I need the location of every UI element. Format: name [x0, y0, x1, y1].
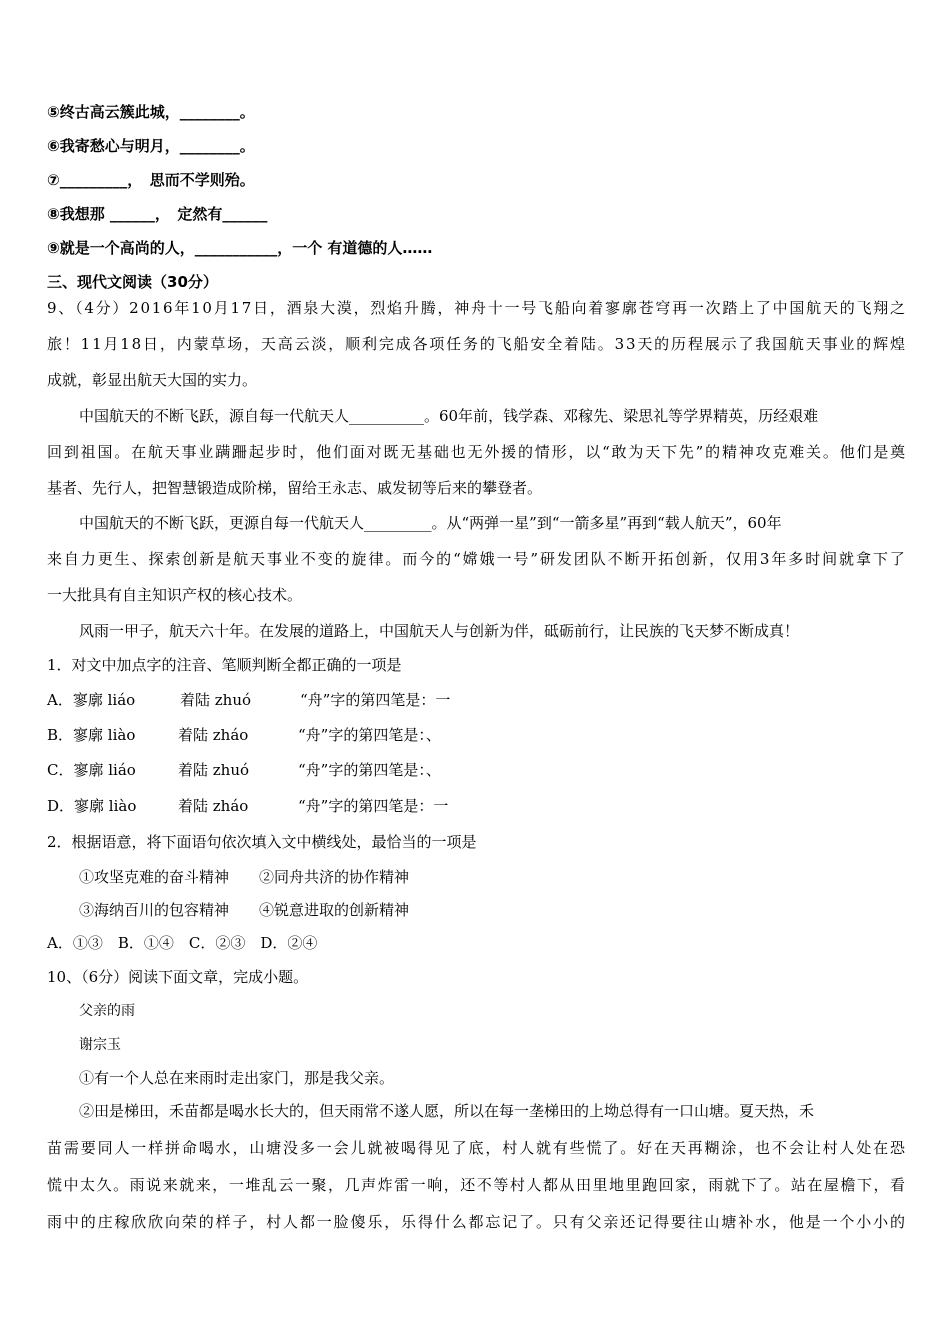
q10-paragraph-line: 雨中的庄稼欣欣向荣的样子，村人都一脸傻乐，乐得什么都忘记了。只有父亲还记得要往山塘补水，他是一个小小的	[47, 1213, 907, 1231]
q9-line: 来自力更生、探索创新是航天事业不变的旋律。而今的“嫦娥一号”研发团队不断开拓创新，仅用3年多时间就拿下了	[47, 550, 907, 568]
option-pinyin: C．寥廓 liáo	[47, 761, 136, 779]
option-stroke: “舟”字的第四笔是：、	[298, 761, 441, 779]
option-stroke: “舟”字的第四笔是：、	[298, 726, 441, 744]
q9-sub2-options: A．①③ B．①④ C．②③ D．②④	[47, 934, 318, 952]
option-pinyin: 着陆 zhuó	[180, 691, 252, 709]
option-pinyin: 着陆 zháo	[178, 797, 249, 815]
option-pinyin: B．寥廓 liào	[47, 726, 136, 744]
q9-line: 基者、先行人，把智慧锻造成阶梯，留给王永志、戚发韧等后来的攀登者。	[47, 479, 543, 497]
q9-sub2-items: ③海纳百川的包容精神 ④锐意进取的创新精神	[79, 901, 410, 919]
q9-sub1-option-d	[47, 795, 448, 817]
q9-sub1-option-c	[47, 759, 441, 781]
option-pinyin: 着陆 zhuó	[178, 761, 250, 779]
option-pinyin: 着陆 zháo	[178, 726, 249, 744]
poem-blank-8: ⑧我想那 ______， 定然有______	[47, 205, 268, 223]
q10-header: 10、（6分）阅读下面文章，完成小题。	[47, 968, 309, 986]
q10-paragraph-line: 苗需要同人一样拼命喝水，山塘没多一会儿就被喝得见了底，村人就有些慌了。好在天再糊涂，也不会让村人处在恐	[47, 1139, 907, 1157]
q9-line: 成就，彰显出航天大国的实力。	[47, 371, 258, 389]
q9-sub1-option-b	[47, 724, 441, 746]
option-pinyin: D．寥廓 liào	[47, 797, 137, 815]
q9-sub1-question: 1．对文中加点字的注音、笔顺判断全都正确的一项是	[47, 656, 402, 674]
option-stroke: “舟”字的第四笔是：一	[300, 691, 451, 709]
q10-paragraph-line: 慌中太久。雨说来就来，一堆乱云一聚，几声炸雷一响，还不等村人都从田里地里跑回家，雨就下了。站在屋檐下，看	[47, 1176, 907, 1194]
q9-sub2-items: ①攻坚克难的奋斗精神 ②同舟共济的协作精神	[79, 868, 410, 886]
q9-line: 一大批具有自主知识产权的核心技术。	[47, 586, 303, 604]
section3-title: 三、现代文阅读（30分）	[47, 273, 218, 291]
q9-line: 9、（4分）2016年10月17日，酒泉大漠，烈焰升腾，神舟十一号飞船向着寥廓苍穹再一次踏上了中国航天的飞翔之	[47, 299, 907, 317]
q9-line: 旅！11月18日，内蒙草场，天高云淡，顺利完成各项任务的飞船安全着陆。33天的历程展示了我国航天事业的辉煌	[47, 335, 907, 353]
q9-sub1-option-a	[47, 689, 450, 711]
q9-line: 风雨一甲子，航天六十年。在发展的道路上，中国航天人与创新为伴，砥砺前行，让民族的飞天梦不断成真！	[79, 622, 800, 640]
q9-line: 中国航天的不断飞跃，更源自每一代航天人_________。从“两弹一星”到“一箭多星”再到“载人航天”，60年	[79, 514, 782, 532]
poem-blank-9: ⑨就是一个高尚的人，___________，一个 有道德的人……	[47, 239, 433, 257]
q9-line: 中国航天的不断飞跃，源自每一代航天人__________。60年前，钱学森、邓稼先、梁思礼等学界精英，历经艰难	[79, 407, 819, 425]
q10-paragraph-line: ②田是梯田，禾苗都是喝水长大的，但天雨常不遂人愿，所以在每一垄梯田的上坳总得有一口山塘。夏天热，禾	[79, 1102, 815, 1120]
option-stroke: “舟”字的第四笔是：一	[298, 797, 449, 815]
poem-blank-7: ⑦_________， 思而不学则殆。	[47, 171, 255, 189]
q10-author: 谢宗玉	[79, 1037, 121, 1053]
option-pinyin: A．寥廓 liáo	[47, 691, 136, 709]
poem-blank-5: ⑤终古高云簇此城，________。	[47, 103, 255, 121]
q9-line: 回到祖国。在航天事业蹒跚起步时，他们面对既无基础也无外援的情形，以“敢为天下先”的精神攻克难关。他们是奠	[47, 443, 907, 461]
q10-title: 父亲的雨	[79, 1003, 135, 1019]
poem-blank-6: ⑥我寄愁心与明月，________。	[47, 137, 255, 155]
q10-paragraph-line: ①有一个人总在来雨时走出家门，那是我父亲。	[79, 1069, 395, 1087]
q9-sub2-question: 2．根据语意，将下面语句依次填入文中横线处，最恰当的一项是	[47, 833, 477, 851]
